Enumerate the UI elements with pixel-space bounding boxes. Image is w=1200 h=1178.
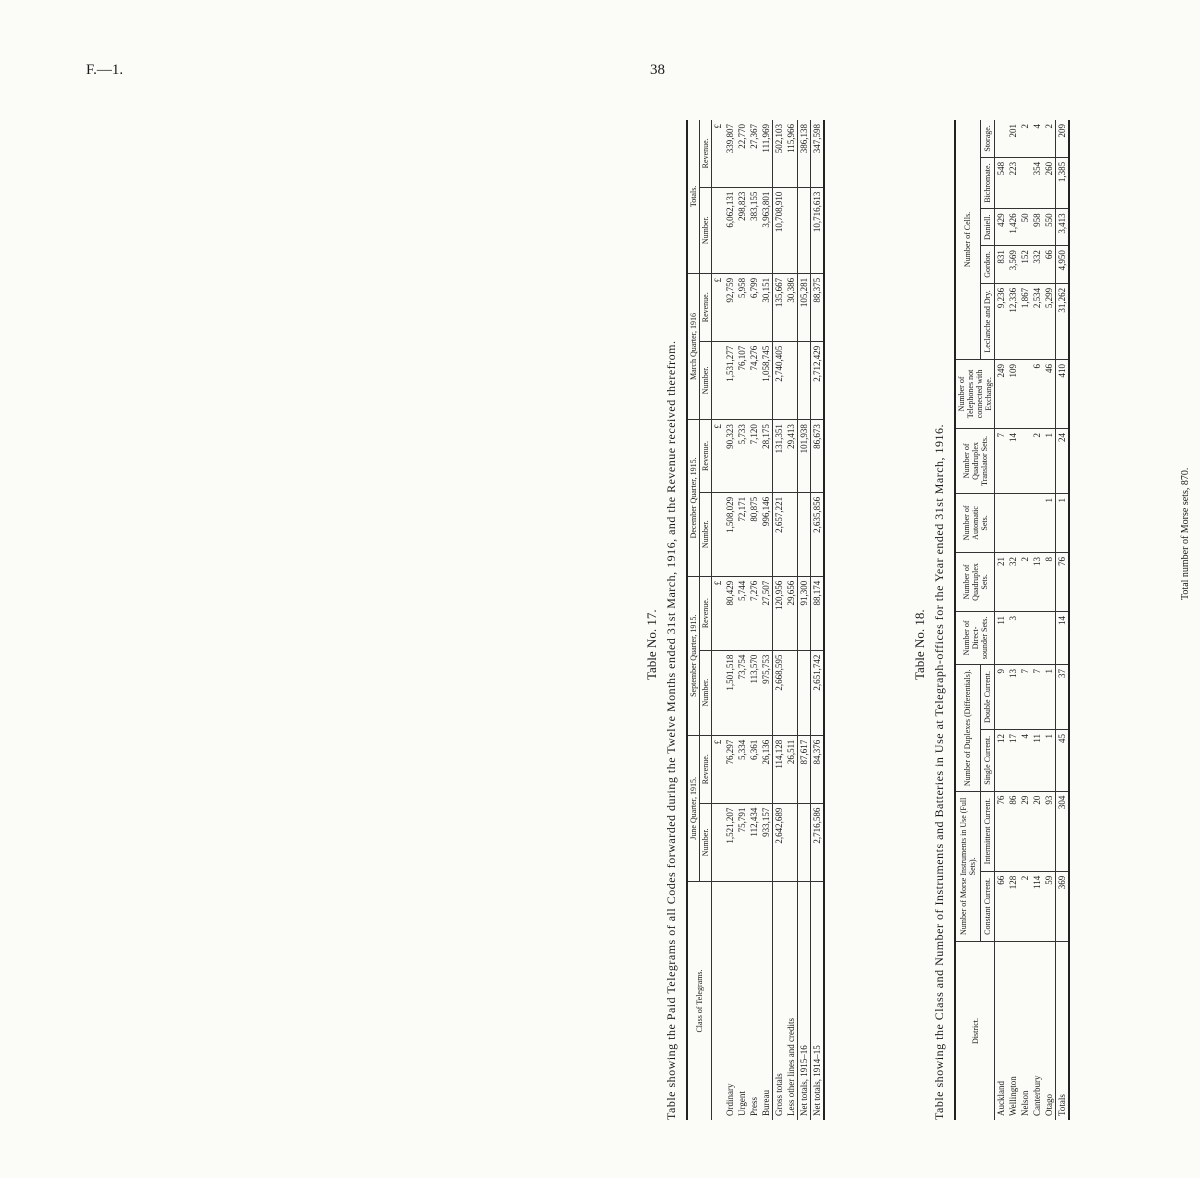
t18-cell bbox=[1019, 428, 1031, 493]
t17-cell: 29,656 bbox=[785, 576, 798, 650]
t17-quarter-header: Totals. bbox=[687, 120, 700, 273]
t18-cell bbox=[1019, 157, 1031, 209]
t18-cell: 410 bbox=[1056, 359, 1070, 428]
t18-cell: 93 bbox=[1043, 791, 1056, 871]
t17-cell: 6,361 bbox=[748, 735, 760, 803]
t17-cell: 135,667 bbox=[773, 273, 786, 341]
t18-cell: 7 bbox=[1019, 664, 1031, 729]
t17-cell: 26,136 bbox=[760, 735, 773, 803]
t17-row-label: Urgent bbox=[736, 882, 748, 1121]
t17-cell: 72,171 bbox=[736, 492, 748, 576]
t17-cell: 105,281 bbox=[798, 273, 811, 341]
t18-cell: 369 bbox=[1056, 871, 1070, 941]
t18-cell bbox=[995, 493, 1008, 552]
t17-cell: 6,799 bbox=[748, 273, 760, 341]
table-row bbox=[748, 120, 760, 1120]
t17-revenue-header: Revenue. bbox=[700, 735, 712, 803]
t17-pound-sign: £ bbox=[713, 124, 723, 129]
t17-cell: 2,651,742 bbox=[811, 650, 825, 735]
t17-cell: 10,716,613 bbox=[811, 187, 825, 273]
t18-row-label: Otago bbox=[1043, 942, 1056, 1121]
t18-cell: 11 bbox=[1031, 729, 1043, 791]
t18-district-header: District. bbox=[955, 942, 995, 1121]
t18-cell: 12 bbox=[995, 729, 1008, 791]
t18-cell: 12,336 bbox=[1007, 283, 1019, 359]
t17-number-header: Number. bbox=[700, 650, 712, 735]
t18-cell: 59 bbox=[1043, 871, 1056, 941]
t17-cell: 26,511 bbox=[785, 735, 798, 803]
t17-spacer bbox=[712, 803, 725, 881]
t17-cell: 115,966 bbox=[786, 124, 796, 153]
t17-cell: 5,733 bbox=[736, 420, 748, 493]
t18-cell: 66 bbox=[995, 871, 1008, 941]
t17-quarter-header: March Quarter, 1916 bbox=[687, 273, 700, 419]
t17-cell: 22,770 bbox=[737, 124, 747, 149]
table-row bbox=[1043, 120, 1056, 1120]
t17-row-label: Bureau bbox=[760, 882, 773, 1121]
t18-cell: 9,236 bbox=[995, 283, 1008, 359]
t18-cell bbox=[1031, 611, 1043, 664]
t17-row-label: Net totals, 1914–15 bbox=[811, 882, 825, 1121]
table-row bbox=[785, 120, 798, 1120]
t18-cell: 13 bbox=[1031, 552, 1043, 611]
table-18-number: Table No. 18. bbox=[912, 609, 927, 680]
table-row bbox=[773, 120, 786, 1120]
t17-cell: 975,753 bbox=[760, 650, 773, 735]
t18-row-label: Totals bbox=[1056, 942, 1070, 1121]
table-row bbox=[1007, 120, 1019, 1120]
t18-cell: 4 bbox=[1032, 124, 1042, 129]
t18-cell bbox=[1019, 611, 1031, 664]
t17-cell: 80,875 bbox=[748, 492, 760, 576]
t18-cell: 29 bbox=[1019, 791, 1031, 871]
table-18-title: Table showing the Class and Number of Instruments and Batteries in Use at Telegraph-offices for the Year ended 31st March, 1916. bbox=[932, 423, 946, 1120]
t18-cell bbox=[1007, 493, 1019, 552]
t18-cell: 4,950 bbox=[1056, 246, 1070, 284]
t17-cell: 111,969 bbox=[761, 124, 771, 153]
t18-cell: 7 bbox=[995, 428, 1008, 493]
t17-cell: 91,300 bbox=[798, 576, 811, 650]
t18-subheader: Constant Current. bbox=[980, 871, 994, 941]
t18-subheader: Double Current. bbox=[980, 664, 994, 729]
t17-cell: 5,744 bbox=[736, 576, 748, 650]
t18-cell: 45 bbox=[1056, 729, 1070, 791]
t18-cell: 209 bbox=[1056, 120, 1070, 157]
t18-phones-header: Number of Telephones not connected with Exchange. bbox=[955, 359, 995, 428]
t18-cell: 109 bbox=[1007, 359, 1019, 428]
t18-cell bbox=[1019, 359, 1031, 428]
t18-cell: 2 bbox=[1020, 124, 1030, 129]
t17-revenue-header: Revenue. bbox=[700, 120, 712, 187]
t18-cell: 13 bbox=[1007, 664, 1019, 729]
t17-cell: 80,429 bbox=[724, 576, 736, 650]
t17-cell bbox=[785, 803, 798, 881]
t18-cell: 958 bbox=[1031, 209, 1043, 246]
t18-footnote: Total number of Morse sets, 870. bbox=[1180, 467, 1191, 600]
t17-cell: 2,657,221 bbox=[773, 492, 786, 576]
t18-cell: 1 bbox=[1043, 428, 1056, 493]
t17-cell: 84,376 bbox=[811, 735, 825, 803]
t18-cell: 31,262 bbox=[1056, 283, 1070, 359]
t18-cell: 2,534 bbox=[1031, 283, 1043, 359]
t18-auto-header: Number of Automatic Sets. bbox=[955, 493, 995, 552]
t18-cell: 223 bbox=[1007, 157, 1019, 209]
t18-cell: 2 bbox=[1019, 871, 1031, 941]
t18-cell: 3 bbox=[1007, 611, 1019, 664]
t17-cell: 114,128 bbox=[773, 735, 786, 803]
t17-cell: 1,508,029 bbox=[724, 492, 736, 576]
t17-cell: 87,617 bbox=[798, 735, 811, 803]
table-17-title: Table showing the Paid Telegrams of all Codes forwarded during the Twelve Months ended 31st March, 1916, and the Revenue received therefrom. bbox=[664, 340, 678, 1120]
t18-subheader: Bichromate. bbox=[980, 157, 994, 209]
t18-subheader: Intermittent Current. bbox=[980, 791, 994, 871]
table-row bbox=[724, 120, 736, 1120]
t18-row-label: Canterbury bbox=[1031, 942, 1043, 1121]
t17-cell: 92,759 bbox=[724, 273, 736, 341]
t17-cell: 2,668,595 bbox=[773, 650, 786, 735]
t18-cell: 2 bbox=[1044, 124, 1054, 129]
t17-cell: 76,107 bbox=[736, 341, 748, 419]
t18-cell: 20 bbox=[1031, 791, 1043, 871]
t18-cell: 76 bbox=[1056, 552, 1070, 611]
t17-cell: 339,807 bbox=[725, 124, 735, 154]
t18-quad-header: Number of Quadruplex Sets. bbox=[955, 552, 995, 611]
t18-cell: 46 bbox=[1043, 359, 1056, 428]
t17-cell: 29,413 bbox=[785, 420, 798, 493]
table-row bbox=[760, 120, 773, 1120]
t17-cell: 2,716,586 bbox=[811, 803, 825, 881]
t18-cell: 2 bbox=[1019, 552, 1031, 611]
t18-cell: 21 bbox=[995, 552, 1008, 611]
t17-cell: 7,276 bbox=[748, 576, 760, 650]
table-row bbox=[1019, 120, 1031, 1120]
t17-cell: 2,635,856 bbox=[811, 492, 825, 576]
t17-cell: 502,103 bbox=[773, 120, 786, 187]
t17-pound-sign: £ bbox=[712, 735, 725, 803]
table-17-number: Table No. 17. bbox=[644, 609, 659, 680]
t18-cell: 201 bbox=[1008, 124, 1018, 138]
t17-spacer bbox=[712, 341, 725, 419]
table-row bbox=[995, 120, 1008, 1120]
t17-cell: 101,938 bbox=[798, 420, 811, 493]
page-number: 38 bbox=[650, 62, 665, 78]
t17-cell: 73,754 bbox=[736, 650, 748, 735]
t17-cell bbox=[785, 650, 798, 735]
t18-cell: 550 bbox=[1043, 209, 1056, 246]
t18-cell: 17 bbox=[1007, 729, 1019, 791]
table-row bbox=[1056, 120, 1070, 1120]
t17-cell: 2,740,405 bbox=[773, 341, 786, 419]
t18-cell: 152 bbox=[1019, 246, 1031, 284]
t18-cell: 11 bbox=[995, 611, 1008, 664]
page-header-left: F.—1. bbox=[86, 62, 124, 78]
t17-cell bbox=[785, 187, 798, 273]
t18-cell: 6 bbox=[1031, 359, 1043, 428]
t17-cell: 76,297 bbox=[724, 735, 736, 803]
t17-pound-sign: £ bbox=[712, 420, 725, 493]
t18-row-label: Wellington bbox=[1007, 942, 1019, 1121]
t18-cell: 37 bbox=[1056, 664, 1070, 729]
t17-pound-sign: £ bbox=[712, 576, 725, 650]
t18-qtrans-header: Number of Quadruplex Translator Sets. bbox=[955, 428, 995, 493]
t18-cell: 260 bbox=[1043, 157, 1056, 209]
t18-morse-header: Number of Morse Instruments in Use (Full Sets). bbox=[955, 791, 980, 941]
t17-cell: 88,174 bbox=[811, 576, 825, 650]
t17-cell: 30,386 bbox=[785, 273, 798, 341]
t18-cell: 1 bbox=[1056, 493, 1070, 552]
t17-cell: 120,956 bbox=[773, 576, 786, 650]
t18-cell: 3,413 bbox=[1056, 209, 1070, 246]
t17-spacer bbox=[712, 650, 725, 735]
t18-subheader: Leclanche and Dry. bbox=[980, 283, 994, 359]
table-row bbox=[811, 120, 825, 1120]
t18-cell: 831 bbox=[995, 246, 1008, 284]
t17-number-header: Number. bbox=[700, 187, 712, 273]
t17-number-header: Number. bbox=[700, 492, 712, 576]
t18-cell: 354 bbox=[1031, 157, 1043, 209]
t18-cell bbox=[1031, 493, 1043, 552]
t17-cell: 28,175 bbox=[760, 420, 773, 493]
t17-cell: 1,058,745 bbox=[760, 341, 773, 419]
t17-cell: 347,598 bbox=[811, 120, 825, 187]
t18-duplex-header: Number of Duplexes (Differentials). bbox=[955, 664, 980, 791]
t17-cell: 996,146 bbox=[760, 492, 773, 576]
t17-revenue-header: Revenue. bbox=[700, 273, 712, 341]
t18-cell bbox=[1043, 611, 1056, 664]
t18-cell: 1 bbox=[1043, 493, 1056, 552]
t18-cells-header: Number of Cells. bbox=[955, 120, 980, 359]
t17-row-label: Net totals, 1915–16 bbox=[798, 882, 811, 1121]
t18-cell: 2 bbox=[1031, 428, 1043, 493]
t17-row-label: Ordinary bbox=[724, 882, 736, 1121]
t17-cell: 2,642,689 bbox=[773, 803, 786, 881]
t18-cell: 114 bbox=[1031, 871, 1043, 941]
t17-cell: 6,062,131 bbox=[724, 187, 736, 273]
t18-cell: 1,867 bbox=[1019, 283, 1031, 359]
t17-row-label: Press bbox=[748, 882, 760, 1121]
t18-cell: 332 bbox=[1031, 246, 1043, 284]
t17-cell: 1,501,518 bbox=[724, 650, 736, 735]
t17-cell: 3,963,801 bbox=[760, 187, 773, 273]
t18-cell: 86 bbox=[1007, 791, 1019, 871]
t18-cell: 8 bbox=[1043, 552, 1056, 611]
t18-cell: 429 bbox=[995, 209, 1008, 246]
t18-row-label: Auckland bbox=[995, 942, 1008, 1121]
t17-cell: 74,276 bbox=[748, 341, 760, 419]
t17-spacer bbox=[712, 492, 725, 576]
t17-cell: 5,958 bbox=[736, 273, 748, 341]
t17-cell: 10,708,910 bbox=[773, 187, 786, 273]
t17-cell: 112,434 bbox=[748, 803, 760, 881]
t17-cell bbox=[798, 803, 811, 881]
t18-cell: 3,569 bbox=[1007, 246, 1019, 284]
t17-cell: 383,155 bbox=[748, 187, 760, 273]
table-row bbox=[736, 120, 748, 1120]
t18-cell: 32 bbox=[1007, 552, 1019, 611]
t18-subheader: Storage. bbox=[980, 120, 994, 157]
t18-cell: 14 bbox=[1007, 428, 1019, 493]
t18-cell: 24 bbox=[1056, 428, 1070, 493]
t18-cell: 1 bbox=[1043, 729, 1056, 791]
t17-row-label: Gross totals bbox=[773, 882, 786, 1121]
t18-cell: 66 bbox=[1043, 246, 1056, 284]
t17-cell bbox=[798, 492, 811, 576]
t18-cell: 5,299 bbox=[1043, 283, 1056, 359]
t18-cell bbox=[995, 120, 1008, 157]
t17-cell: 86,673 bbox=[811, 420, 825, 493]
t18-subheader: Gordon. bbox=[980, 246, 994, 284]
t17-cell: 5,334 bbox=[736, 735, 748, 803]
t17-cell: 88,375 bbox=[811, 273, 825, 341]
table-18 bbox=[954, 120, 1070, 1120]
t18-cell: 1 bbox=[1043, 664, 1056, 729]
t18-cell: 50 bbox=[1019, 209, 1031, 246]
t18-cell: 304 bbox=[1056, 791, 1070, 871]
table-17 bbox=[686, 120, 825, 1120]
t18-row-label: Nelson bbox=[1019, 942, 1031, 1121]
t18-cell: 1,385 bbox=[1056, 157, 1070, 209]
t17-number-header: Number. bbox=[700, 341, 712, 419]
t17-cell: 75,791 bbox=[736, 803, 748, 881]
table-row bbox=[798, 120, 811, 1120]
t18-cell: 4 bbox=[1019, 729, 1031, 791]
t17-cell bbox=[798, 187, 811, 273]
t18-cell: 548 bbox=[995, 157, 1008, 209]
t18-cell: 128 bbox=[1007, 871, 1019, 941]
t17-row-label: Less other lines and credits bbox=[785, 882, 798, 1121]
rotated-page-content bbox=[640, 120, 1200, 1120]
t17-cell: 2,712,429 bbox=[811, 341, 825, 419]
t17-revenue-header: Revenue. bbox=[700, 576, 712, 650]
t18-subheader: Daniell. bbox=[980, 209, 994, 246]
t18-subheader: Single Current. bbox=[980, 729, 994, 791]
t17-cell: 1,531,277 bbox=[724, 341, 736, 419]
t17-number-header: Number. bbox=[700, 803, 712, 881]
t18-cell bbox=[1019, 493, 1031, 552]
t18-cell: 76 bbox=[995, 791, 1008, 871]
t18-cell: 249 bbox=[995, 359, 1008, 428]
t17-cell: 90,323 bbox=[724, 420, 736, 493]
table-row bbox=[1031, 120, 1043, 1120]
t17-cell: 131,351 bbox=[773, 420, 786, 493]
t17-cell: 933,157 bbox=[760, 803, 773, 881]
t17-pound-sign: £ bbox=[712, 273, 725, 341]
t17-cell: 27,507 bbox=[760, 576, 773, 650]
t17-cell: 30,151 bbox=[760, 273, 773, 341]
t17-cell: 1,521,207 bbox=[724, 803, 736, 881]
t17-cell bbox=[785, 341, 798, 419]
t18-cell: 14 bbox=[1056, 611, 1070, 664]
t18-cell: 1,426 bbox=[1007, 209, 1019, 246]
t17-quarter-header: September Quarter, 1915. bbox=[687, 576, 700, 735]
t18-direct-header: Number of Direct-sounder Sets. bbox=[955, 611, 995, 664]
t18-cell: 7 bbox=[1031, 664, 1043, 729]
t17-quarter-header: December Quarter, 1915. bbox=[687, 420, 700, 577]
t17-quarter-header: June Quarter, 1915. bbox=[687, 735, 700, 881]
t17-spacer bbox=[712, 187, 725, 273]
t17-class-header: Class of Telegrams. bbox=[687, 882, 712, 1121]
t17-cell: 7,120 bbox=[748, 420, 760, 493]
t17-spacer bbox=[712, 882, 725, 1121]
t17-cell bbox=[798, 341, 811, 419]
t17-cell bbox=[785, 492, 798, 576]
t17-cell: 27,367 bbox=[749, 124, 759, 149]
t17-cell: 298,823 bbox=[736, 187, 748, 273]
t17-revenue-header: Revenue. bbox=[700, 420, 712, 493]
t18-cell: 9 bbox=[995, 664, 1008, 729]
t17-cell bbox=[798, 650, 811, 735]
t17-cell: 386,138 bbox=[798, 120, 811, 187]
t17-cell: 113,570 bbox=[748, 650, 760, 735]
